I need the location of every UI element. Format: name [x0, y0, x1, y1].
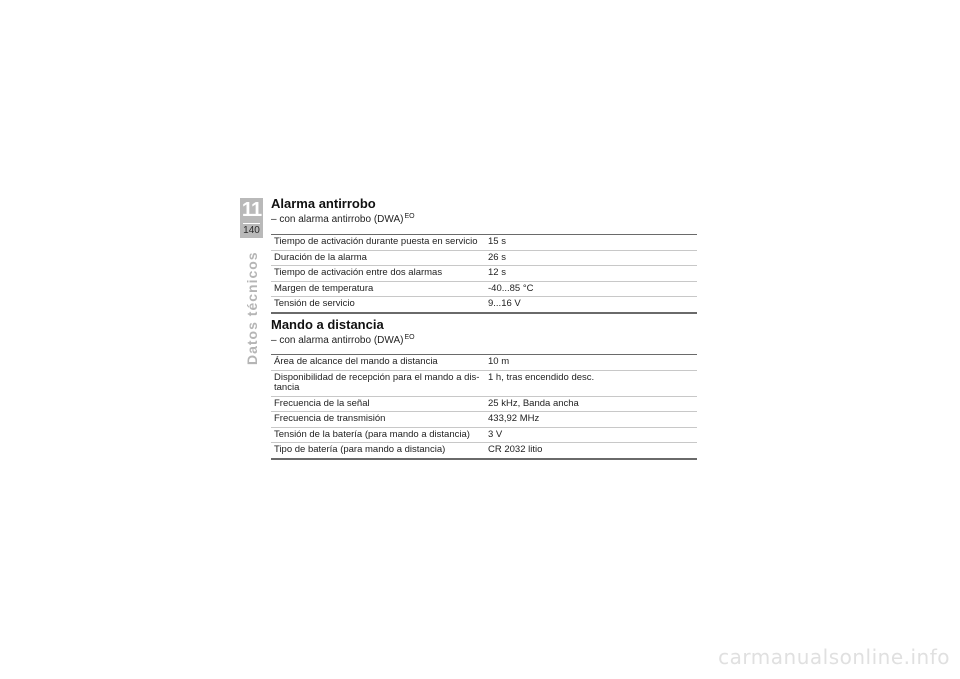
- row-value: CR 2032 litio: [485, 443, 697, 459]
- chapter-tab: [240, 198, 263, 238]
- row-value: 26 s: [485, 250, 697, 266]
- dash-mark: –: [271, 335, 280, 346]
- row-label: Tiempo de activación entre dos alarmas: [271, 266, 485, 282]
- row-label: Margen de temperatura: [271, 281, 485, 297]
- eo-marker: EO: [404, 213, 415, 220]
- row-label: Tiempo de activación durante puesta en servicio: [271, 235, 485, 251]
- watermark: carmanualsonline.info: [718, 645, 950, 669]
- row-value: 1 h, tras encendido desc.: [485, 370, 697, 396]
- table-row: [271, 412, 697, 428]
- section-title-mando: Mando a distancia: [271, 317, 384, 332]
- table-row: [271, 235, 697, 251]
- dash-mark: –: [271, 214, 280, 225]
- chapter-number: 11: [241, 199, 262, 221]
- row-label: Disponibilidad de recepción para el mando a dis- tancia: [271, 370, 485, 396]
- table-row: [271, 266, 697, 282]
- row-value: 433,92 MHz: [485, 412, 697, 428]
- row-value: 3 V: [485, 427, 697, 443]
- row-label: Frecuencia de la señal: [271, 396, 485, 412]
- section-subtitle-mando: – con alarma antirrobo (DWA)$^{EO}$: [271, 334, 415, 346]
- eo-marker: EO: [404, 334, 415, 341]
- row-label: Tipo de batería (para mando a distancia): [271, 443, 485, 459]
- spec-table-mando: [271, 354, 697, 460]
- row-value: 25 kHz, Banda ancha: [485, 396, 697, 412]
- table-row: [271, 427, 697, 443]
- row-value: -40...85 °C: [485, 281, 697, 297]
- page-number: 140: [243, 225, 260, 236]
- table-row: [271, 370, 697, 396]
- section-subtitle-alarma: – con alarma antirrobo (DWA)$^{EO}$: [271, 213, 415, 225]
- row-value: 15 s: [485, 235, 697, 251]
- row-label: Duración de la alarma: [271, 250, 485, 266]
- spec-table-alarma: [271, 234, 697, 314]
- table-row: [271, 443, 697, 459]
- table-row: [271, 297, 697, 313]
- row-value: 10 m: [485, 355, 697, 371]
- row-label: Tensión de la batería (para mando a distancia): [271, 427, 485, 443]
- chapter-side-title: Datos técnicos: [244, 251, 260, 365]
- table-row: [271, 396, 697, 412]
- row-value: 12 s: [485, 266, 697, 282]
- row-value: 9...16 V: [485, 297, 697, 313]
- row-label: Frecuencia de transmisión: [271, 412, 485, 428]
- table-row: [271, 250, 697, 266]
- table-row: [271, 355, 697, 371]
- section-title-alarma: Alarma antirrobo: [271, 196, 376, 211]
- row-label: Tensión de servicio: [271, 297, 485, 313]
- table-row: [271, 281, 697, 297]
- row-label: Área de alcance del mando a distancia: [271, 355, 485, 371]
